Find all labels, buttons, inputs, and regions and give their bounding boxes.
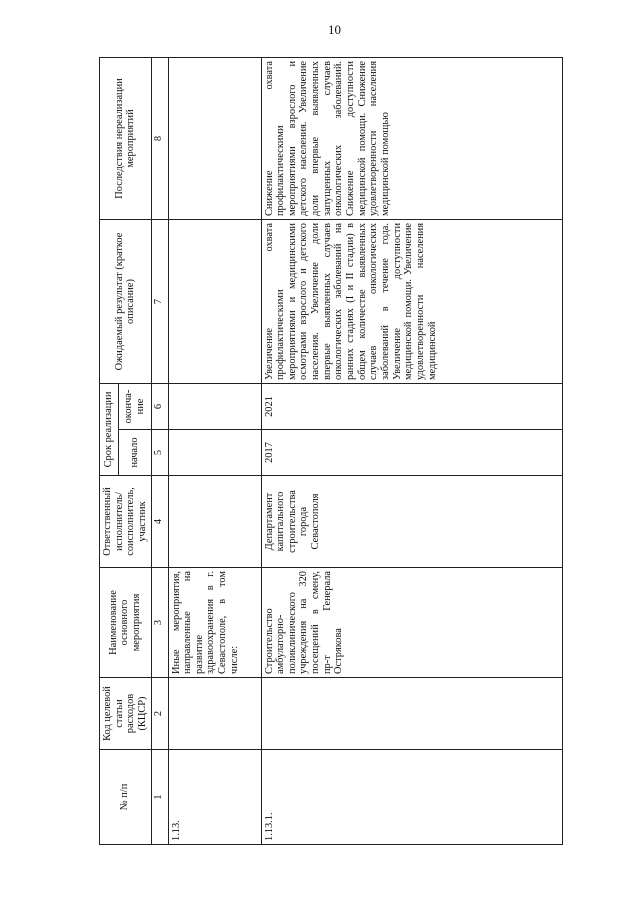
cell-start [168, 430, 261, 476]
header-result: Ожидаемый результат (краткое описание) [100, 220, 152, 384]
cell-result [168, 220, 261, 384]
header-name: Наименование основного мероприятия [100, 568, 152, 678]
column-number: 3 [151, 568, 168, 678]
cell-end: 2021 [261, 384, 562, 430]
cell-name: Иные мероприятия, направленные на развитие здравоохранения в г. Севастополе, в том числе: [168, 568, 261, 678]
table-row [168, 58, 261, 845]
column-number: 5 [151, 430, 168, 476]
header-executor: Ответственный исполнитель/ соисполнитель, участник [100, 476, 152, 568]
page-number: 10 [328, 22, 341, 37]
header-end: оконча-ние [119, 384, 151, 430]
header-consequence: Последствия нереализации мероприятий [100, 58, 152, 220]
cell-executor: Департамент капитального строительства города Севастополя [261, 476, 562, 568]
header-num: № п/п [100, 750, 152, 845]
cell-code [168, 678, 261, 750]
cell-num: 1.13.1. [261, 750, 562, 845]
column-number: 6 [151, 384, 168, 430]
column-number-row [151, 58, 168, 845]
activities-table [99, 57, 563, 845]
column-number: 4 [151, 476, 168, 568]
rotated-table-container [99, 58, 589, 845]
header-row [100, 58, 119, 845]
cell-consequence: Снижение охвата профилактическими мероприятиями взрослого и детского населения. Увеличение доли впервые выявленных запущенных случаев онкологических заболеваний. Снижение доступности медицинской помощи. Снижение удовлетворенности населения медицинской помощью [261, 58, 562, 220]
column-number: 2 [151, 678, 168, 750]
cell-num: 1.13. [168, 750, 261, 845]
header-code: Код целевой статьи расходов (КЦСР) [100, 678, 152, 750]
cell-code [261, 678, 562, 750]
header-period: Срок реализации [100, 384, 119, 476]
cell-name: Строительство амбулаторно-поликлинического учреждения на 320 посещений в смену, пр-т Генерала Острякова [261, 568, 562, 678]
table-row [261, 58, 562, 845]
header-start: начало [119, 430, 151, 476]
cell-end [168, 384, 261, 430]
column-number: 7 [151, 220, 168, 384]
column-number: 1 [151, 750, 168, 845]
cell-result: Увеличение охвата профилактическими мероприятиями и медицинскими осмотрами взрослого и детского населения. Увеличение доли впервые выявленных случаев онкологических заболеваний на ранних стадиях (I и II стадии) в общем количестве выявленных случаев онкологических заболеваний в течение года. Увеличение доступности медицинской помощи. Увеличение удовлетворенности населения медицинской [261, 220, 562, 384]
cell-executor [168, 476, 261, 568]
cell-start: 2017 [261, 430, 562, 476]
cell-consequence [168, 58, 261, 220]
column-number: 8 [151, 58, 168, 220]
